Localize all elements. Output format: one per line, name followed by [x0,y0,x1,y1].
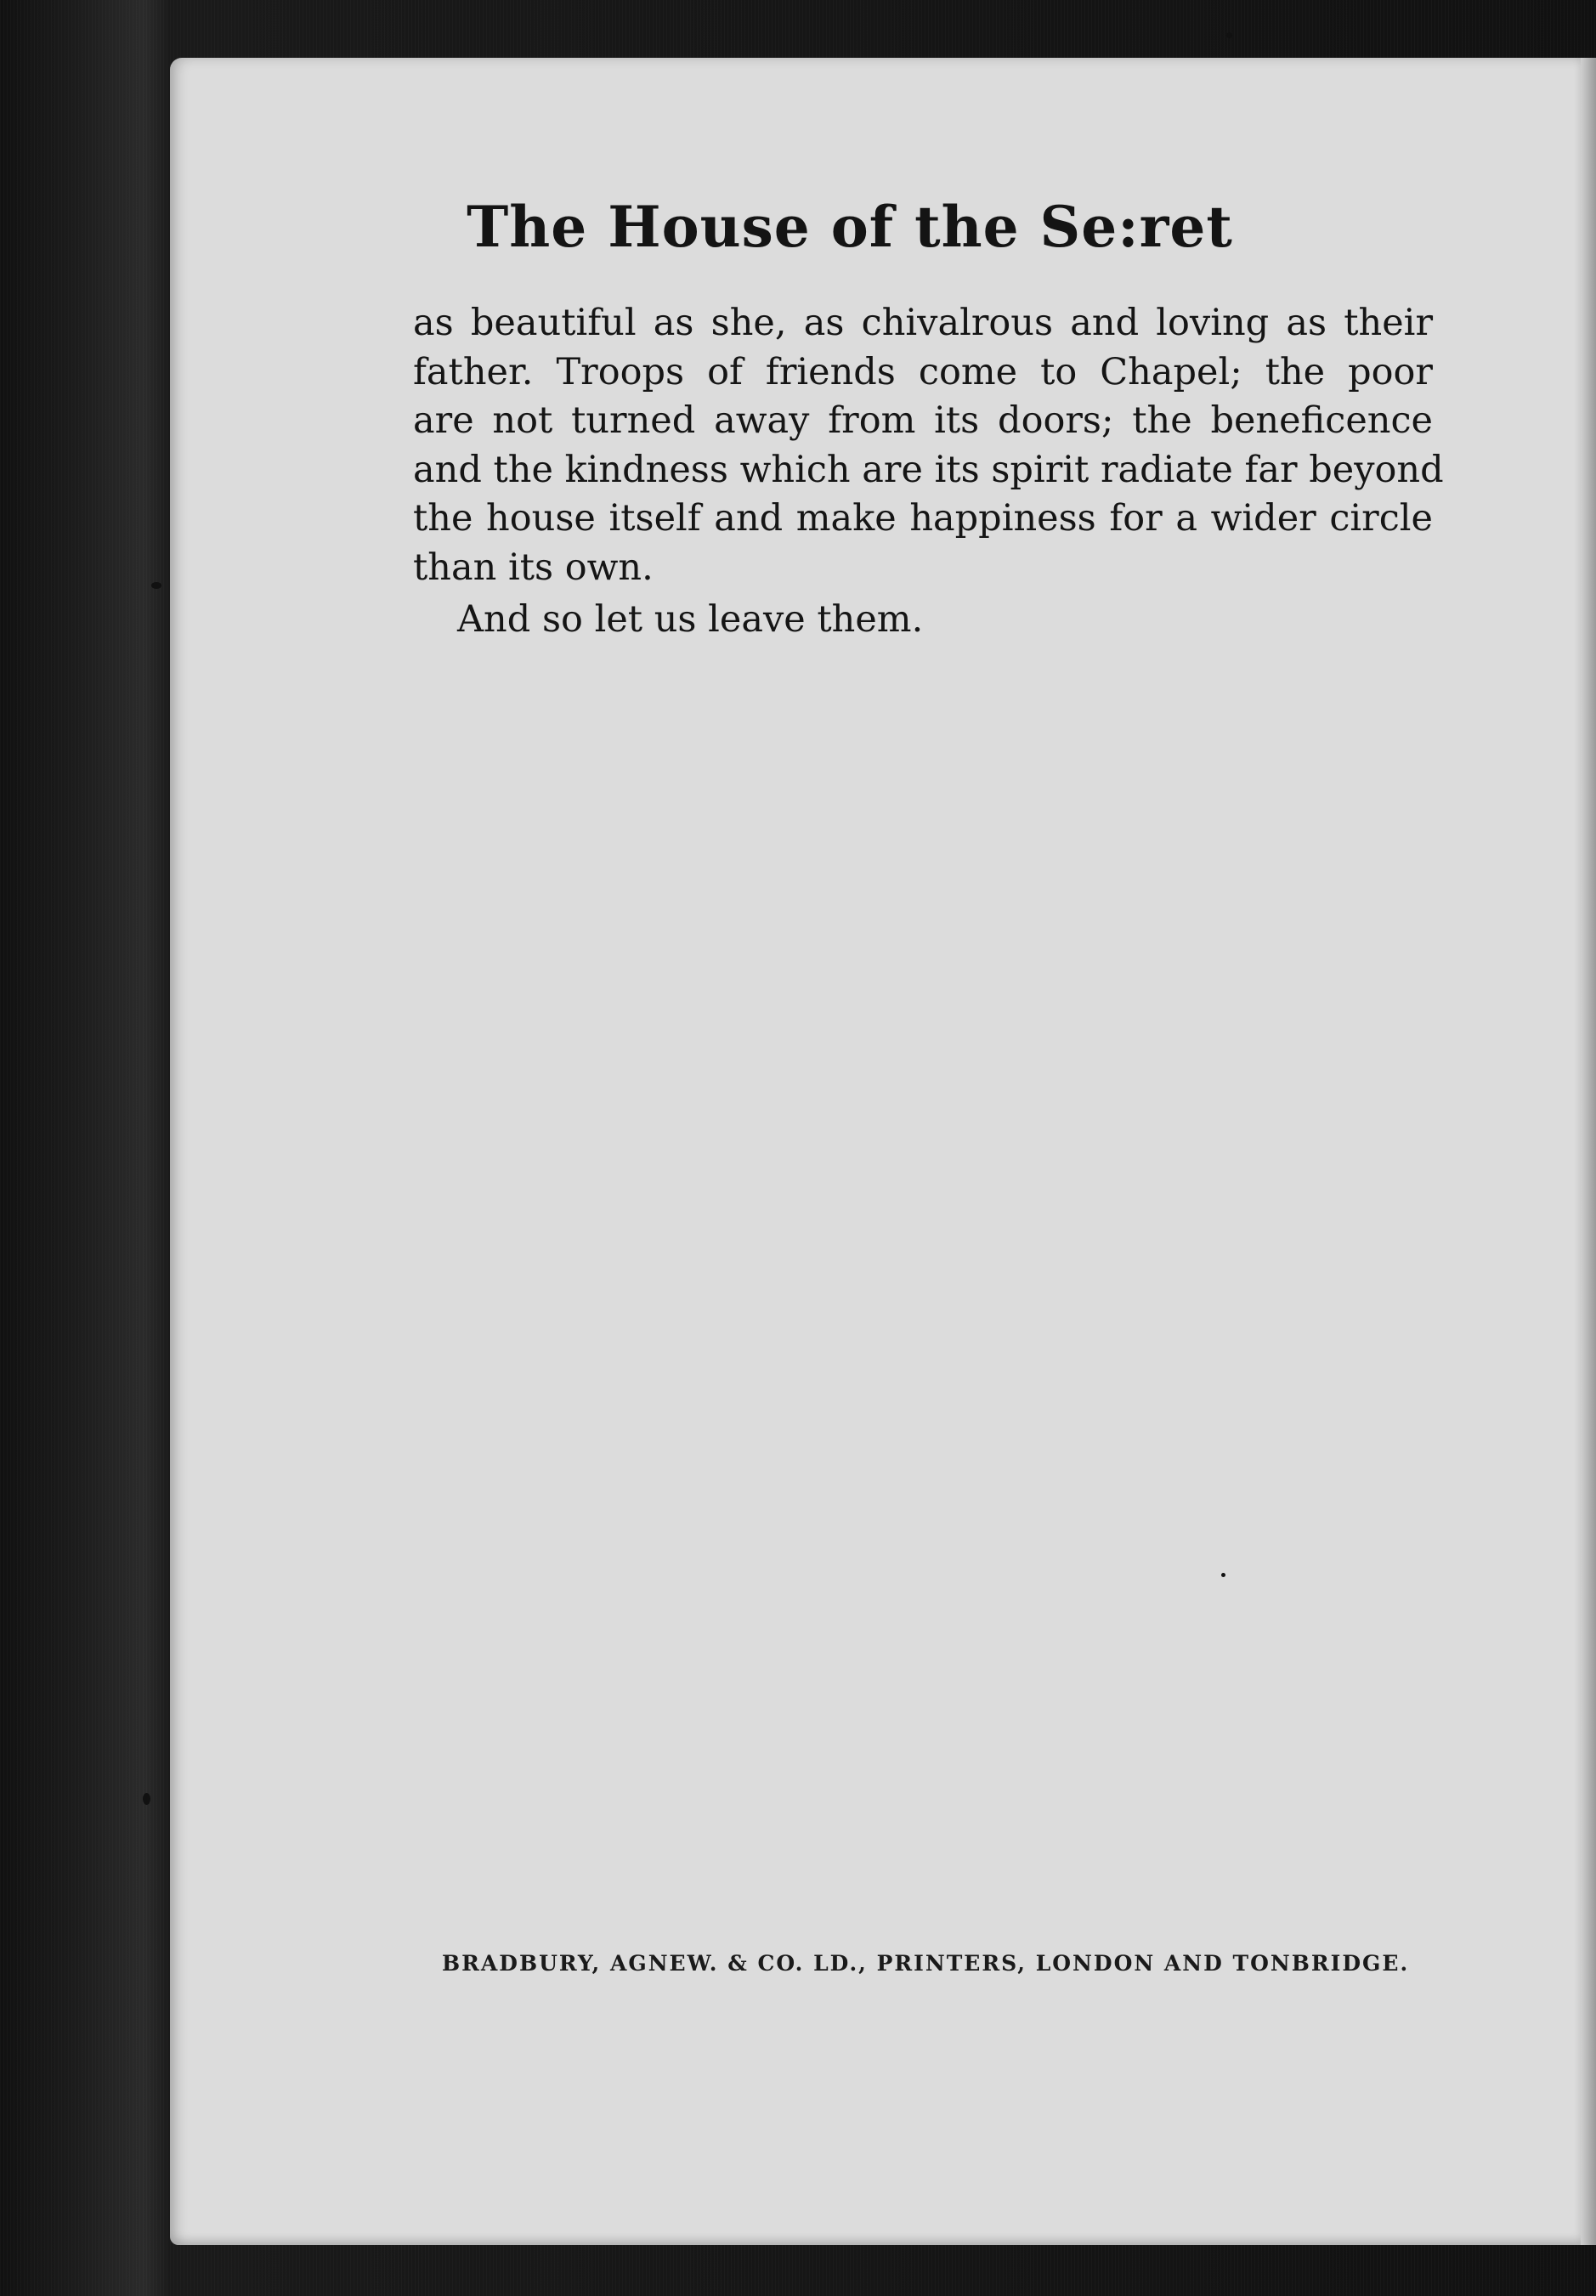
closing-line: And so let us leave them. [457,598,924,641]
text-line: as beautiful as she, as chivalrous and loving as their [413,302,1433,344]
scan-speck [1221,1573,1225,1577]
text-line: than its own. [413,546,654,589]
scan-speck [151,582,161,589]
scan-speck [1226,32,1232,38]
text-line: and the kindness which are its spirit radiate far beyond [413,448,1444,491]
printer-imprint: BRADBURY, AGNEW. & CO. LD., PRINTERS, LONDON AND TONBRIDGE. [442,1951,1410,1976]
text-line: are not turned away from its doors; the beneficence [413,399,1433,442]
page-edge [1581,58,1596,2245]
running-head: The House of the Se:ret [467,194,1233,260]
scan-speck [143,1793,150,1805]
body-text [413,299,1444,645]
text-line: the house itself and make happiness for a wider circle [413,497,1433,540]
text-line: father. Troops of friends come to Chapel; the poor [413,350,1433,393]
